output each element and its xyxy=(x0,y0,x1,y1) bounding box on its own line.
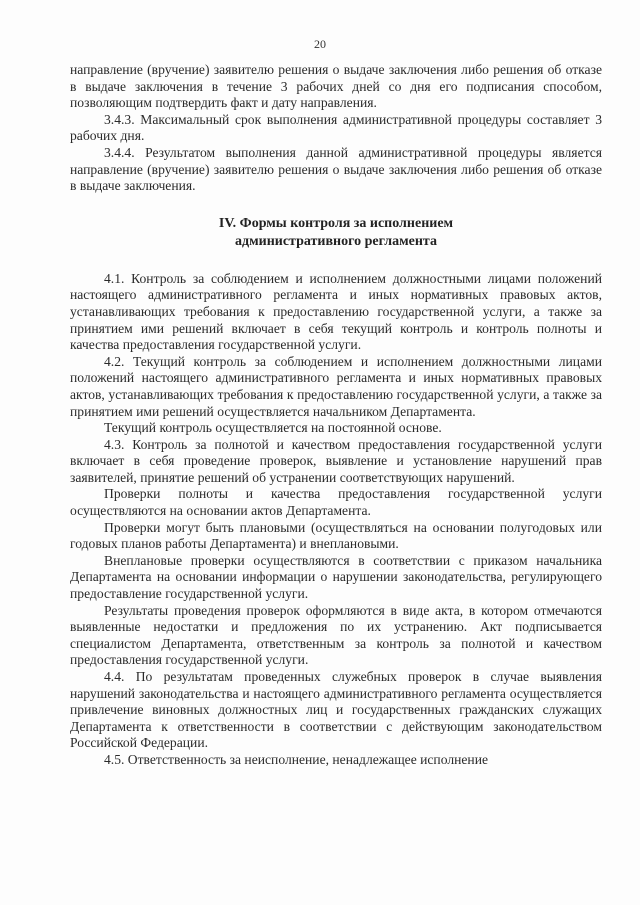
paragraph-p-43d: Внеплановые проверки осуществляются в соответствии с приказом начальника Департамента на основании информации о нарушении законодательства, регулирующего предоставление государственной услуги. xyxy=(70,552,602,602)
paragraph-p-43c: Проверки могут быть плановыми (осуществляться на основании полугодовых или годовых планов работы Департамента) и внеплановыми. xyxy=(70,519,602,552)
paragraph-p-45: 4.5. Ответственность за неисполнение, ненадлежащее исполнение xyxy=(104,751,488,767)
document-body xyxy=(70,62,602,769)
paragraph-p-43e: Результаты проведения проверок оформляются в виде акта, в котором отмечаются выявленные недостатки и предложения по их устранению. Акт подписывается специалистом Департамента, ответственным за контроль за полнотой и качеством предоставления государственной услуги. xyxy=(70,602,602,668)
section-heading-line-1: IV. Формы контроля за исполнением xyxy=(218,215,454,231)
section-heading-line-2: административного регламента xyxy=(235,233,437,249)
top-paragraphs xyxy=(70,62,602,195)
bottom-paragraphs xyxy=(70,271,602,769)
paragraph-p-344: 3.4.4. Результатом выполнения данной административной процедуры является направление (вручение) заявителю решения о выдаче заключения либо решения об отказе в выдаче заключения. xyxy=(70,144,602,194)
paragraph-p-43b: Проверки полноты и качества предоставления государственной услуги осуществляются на основании актов Департамента. xyxy=(70,486,602,519)
paragraph-p-42b: Текущий контроль осуществляется на постоянной основе. xyxy=(104,420,442,436)
paragraph-p-41: 4.1. Контроль за соблюдением и исполнением должностными лицами положений настоящего административного регламента и иных нормативных правовых актов, устанавливающих требования к предоставлению государственной услуги, а также за принятием ими решений включает в себя текущий контроль и контроль полноты и качества предоставления государственной услуги. xyxy=(70,270,602,353)
paragraph-p-cont: направление (вручение) заявителю решения о выдаче заключения либо решения об отказе в выдаче заключения в течение 3 рабочих дней со дня его подписания способом, позволяющим подтвердить факт и дату направления. xyxy=(70,62,602,111)
paragraph-p-42: 4.2. Текущий контроль за соблюдением и исполнением должностными лицами положений настоящего административного регламента и иных нормативных правовых актов, устанавливающих требования к предоставлению государственной услуги, а также за принятием ими решений осуществляется начальником Департамента. xyxy=(70,353,602,419)
section-heading xyxy=(70,215,602,251)
paragraph-p-44: 4.4. По результатам проведенных служебных проверок в случае выявления нарушений законодательства и настоящего административного регламента осуществляется привлечение виновных должностных лиц и государственных гражданских служащих Департамента к ответственности в соответствии с действующим законодательством Российской Федерации. xyxy=(70,669,602,751)
paragraph-p-343: 3.4.3. Максимальный срок выполнения административной процедуры составляет 3 рабочих дня. xyxy=(70,111,602,144)
paragraph-p-43: 4.3. Контроль за полнотой и качеством предоставления государственной услуги включает в себя проведение проверок, выявление и установление нарушений прав заявителей, принятие решений об устранении соответствующих нарушений. xyxy=(70,436,602,485)
page-number: 20 xyxy=(314,37,326,51)
